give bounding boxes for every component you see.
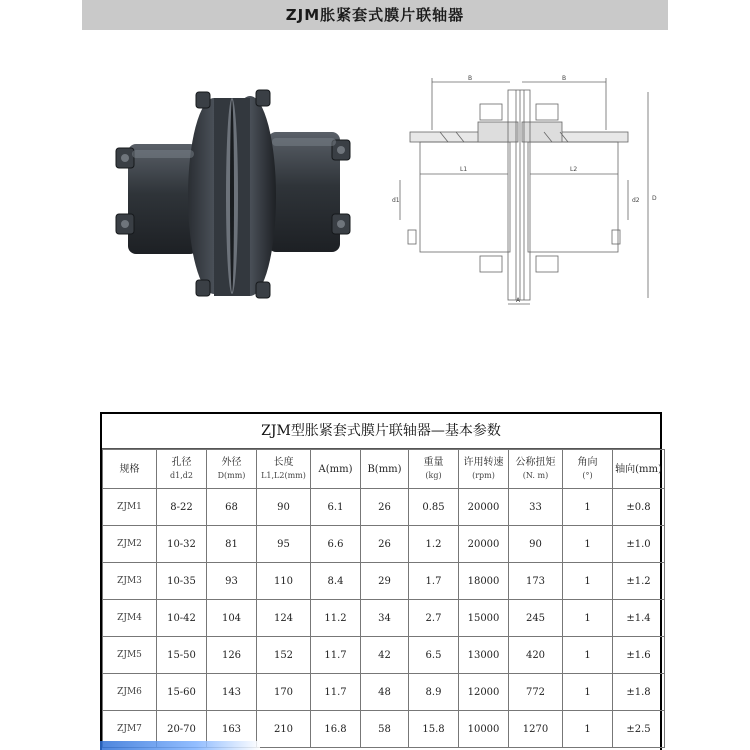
table-cell: 0.85 [409,489,459,526]
table-cell: 20000 [459,526,509,563]
column-header-label: 规格 [119,463,140,475]
table-cell: 15-50 [157,637,207,674]
table-cell: 48 [361,674,409,711]
table-row [103,526,665,563]
dim-d1: d1 [392,197,400,204]
table-cell: 58 [361,711,409,748]
table-row [103,489,665,526]
table-cell: ±1.0 [613,526,665,563]
column-header [311,450,361,489]
table-cell: 10-35 [157,563,207,600]
spec-table-title: ZJM型胀紧套式膜片联轴器—基本参数 [102,414,660,449]
table-cell: 10-32 [157,526,207,563]
column-header-unit: (N. m) [522,471,549,480]
table-cell: 29 [361,563,409,600]
table-cell: ±1.8 [613,674,665,711]
table-cell: 93 [207,563,257,600]
table-cell: ZJM6 [103,674,157,711]
coupling-product-photo [108,84,356,314]
table-cell: 1.7 [409,563,459,600]
dim-d: D [652,195,657,202]
table-cell: 170 [257,674,311,711]
table-cell: 13000 [459,637,509,674]
spec-table [102,449,665,748]
table-cell: 772 [509,674,563,711]
table-cell: 8.4 [311,563,361,600]
table-row [103,600,665,637]
table-cell: ±0.8 [613,489,665,526]
table-cell: 10000 [459,711,509,748]
table-cell: 1 [563,526,613,563]
dim-l2: L2 [570,166,578,173]
table-cell: 26 [361,526,409,563]
table-cell: 10-42 [157,600,207,637]
column-header-label: 角向 [577,457,598,468]
table-cell: 1 [563,489,613,526]
table-cell: 1 [563,600,613,637]
table-cell: 26 [361,489,409,526]
page-banner-title: ZJM胀紧套式膜片联轴器 [82,0,668,30]
column-header-label: 孔径 [171,457,192,468]
table-cell: 20000 [459,489,509,526]
column-header [361,450,409,489]
table-cell: 90 [509,526,563,563]
table-cell: 8.9 [409,674,459,711]
table-cell: 1 [563,637,613,674]
table-cell: 90 [257,489,311,526]
table-cell: 16.8 [311,711,361,748]
table-cell: ±1.6 [613,637,665,674]
column-header-label: 公称扭矩 [515,457,556,468]
column-header-label: 轴向(mm) [615,463,662,475]
column-header [103,450,157,489]
table-cell: 33 [509,489,563,526]
table-cell: 110 [257,563,311,600]
table-cell: ZJM4 [103,600,157,637]
dim-b-left: B [468,75,473,82]
table-cell: 34 [361,600,409,637]
column-header-unit: L1,L2(mm) [261,471,306,480]
column-header-label: A(mm) [318,463,353,475]
table-cell: 245 [509,600,563,637]
table-cell: ZJM2 [103,526,157,563]
table-cell: 104 [207,600,257,637]
column-header [257,450,311,489]
table-cell: 11.7 [311,674,361,711]
table-cell: 15.8 [409,711,459,748]
table-cell: 68 [207,489,257,526]
column-header-unit: (kg) [425,471,442,480]
column-header [509,450,563,489]
column-header [157,450,207,489]
table-row [103,637,665,674]
column-header [459,450,509,489]
column-header [207,450,257,489]
spec-table-panel [100,412,662,750]
column-header-label: 外径 [221,457,242,468]
table-cell: 11.2 [311,600,361,637]
table-cell: 15000 [459,600,509,637]
table-cell: ZJM7 [103,711,157,748]
table-cell: 1 [563,563,613,600]
column-header [613,450,665,489]
column-header [409,450,459,489]
column-header-unit: (°) [582,471,593,480]
table-cell: 1270 [509,711,563,748]
table-cell: ZJM3 [103,563,157,600]
table-cell: 173 [509,563,563,600]
table-cell: 1.2 [409,526,459,563]
column-header-label: 许用转速 [463,457,504,468]
column-header-label: 长度 [273,457,294,468]
table-cell: 81 [207,526,257,563]
table-cell: 6.1 [311,489,361,526]
table-cell: ZJM1 [103,489,157,526]
table-cell: 11.7 [311,637,361,674]
spec-table-header-row [103,450,665,489]
table-row [103,563,665,600]
table-cell: ±1.4 [613,600,665,637]
table-cell: 143 [207,674,257,711]
table-cell: 420 [509,637,563,674]
table-cell: 8-22 [157,489,207,526]
table-cell: 126 [207,637,257,674]
coupling-technical-drawing [380,70,665,310]
table-cell: 163 [207,711,257,748]
table-cell: ZJM5 [103,637,157,674]
table-cell: 95 [257,526,311,563]
table-cell: ±1.2 [613,563,665,600]
column-header-label: 重量 [423,457,444,468]
column-header-unit: (rpm) [472,471,495,480]
table-cell: ±2.5 [613,711,665,748]
table-cell: 15-60 [157,674,207,711]
table-cell: 2.7 [409,600,459,637]
dim-a: A [516,297,521,304]
table-cell: 152 [257,637,311,674]
table-cell: 6.5 [409,637,459,674]
dim-b-right: B [562,75,567,82]
table-row [103,674,665,711]
table-cell: 20-70 [157,711,207,748]
dim-d2: d2 [632,197,640,204]
table-cell: 124 [257,600,311,637]
table-cell: 6.6 [311,526,361,563]
table-cell: 12000 [459,674,509,711]
column-header-unit: d1,d2 [170,471,193,480]
bottom-watermark-strip [100,741,260,750]
table-cell: 42 [361,637,409,674]
dim-l1: L1 [460,166,468,173]
column-header-unit: D(mm) [217,471,246,480]
column-header-label: B(mm) [367,463,402,475]
column-header [563,450,613,489]
table-cell: 210 [257,711,311,748]
table-cell: 1 [563,674,613,711]
table-cell: 1 [563,711,613,748]
table-cell: 18000 [459,563,509,600]
